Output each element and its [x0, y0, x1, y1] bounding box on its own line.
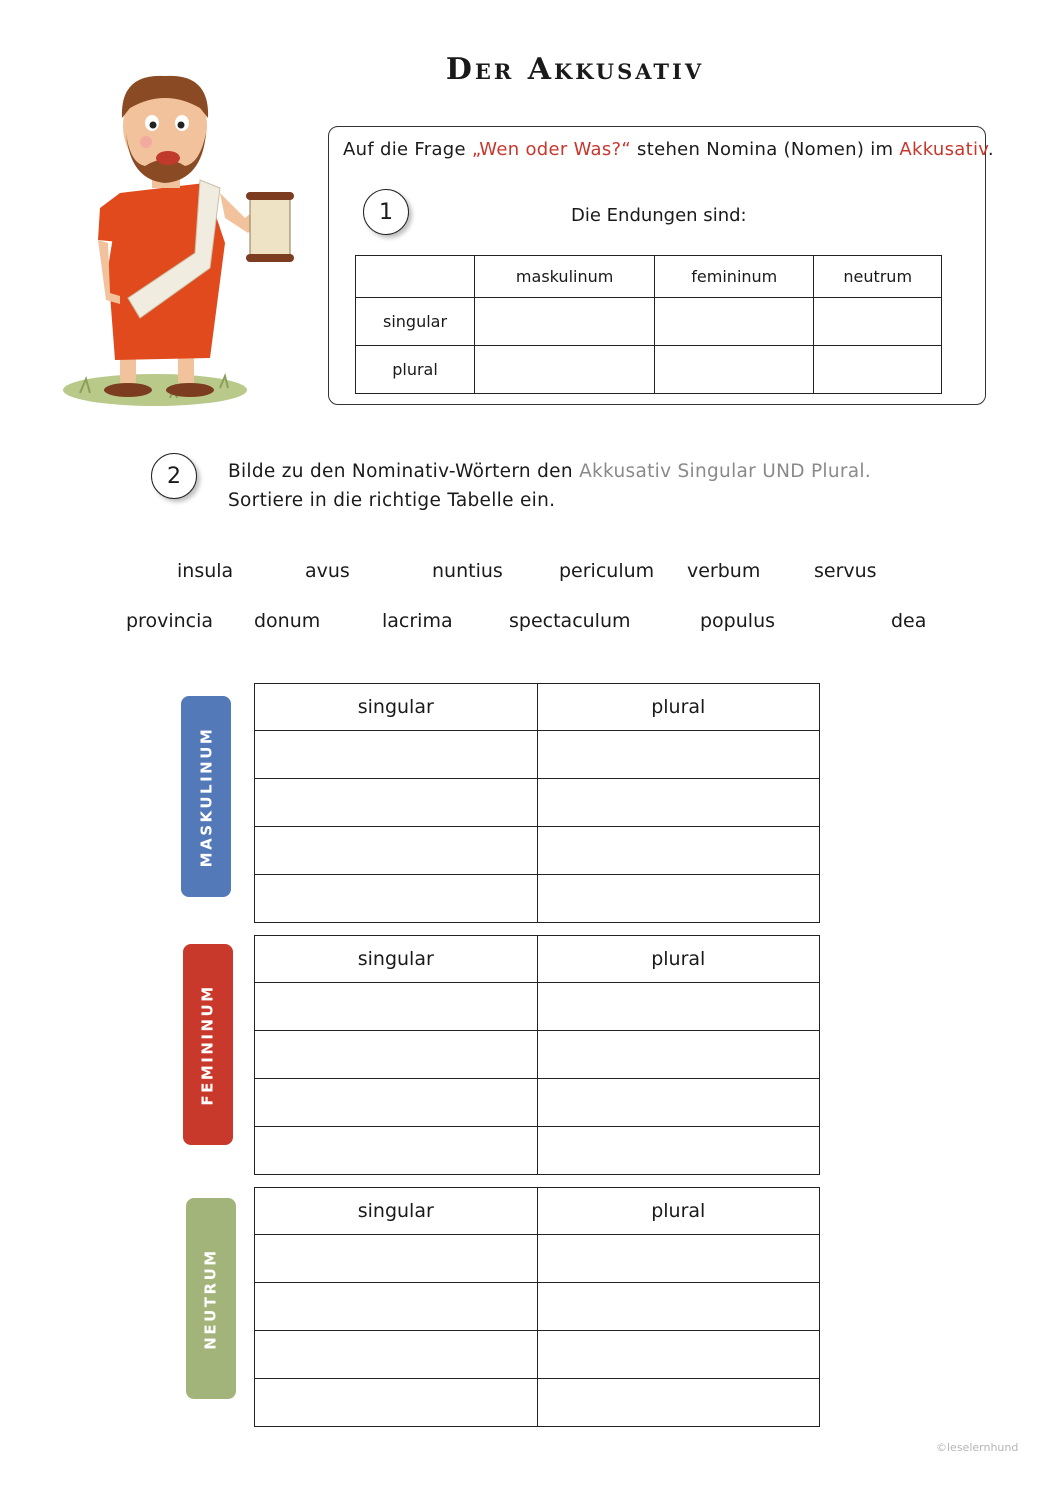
- maskulinum-table: [254, 683, 820, 923]
- info-box: [328, 126, 994, 405]
- header-neutrum: neutrum: [814, 256, 942, 298]
- answer-cell[interactable]: [537, 1031, 820, 1079]
- answer-cell[interactable]: [537, 875, 820, 923]
- word-item: spectaculum: [509, 610, 631, 632]
- page-title: Der Akkusativ: [445, 52, 705, 87]
- femininum-table: [254, 935, 820, 1175]
- answer-cell[interactable]: [537, 731, 820, 779]
- row-label-singular: singular: [356, 298, 475, 346]
- word-item: verbum: [687, 560, 761, 582]
- task-2-number: 2: [151, 453, 197, 499]
- word-item: provincia: [126, 610, 214, 632]
- credit-text: ©leselernhund: [936, 1441, 1019, 1454]
- intro-sentence: [343, 139, 994, 160]
- answer-cell[interactable]: [255, 1031, 538, 1079]
- answer-cell[interactable]: [537, 1283, 820, 1331]
- answer-cell[interactable]: [537, 779, 820, 827]
- word-item: dea: [891, 610, 927, 632]
- answer-cell[interactable]: [255, 779, 538, 827]
- answer-cell[interactable]: [255, 1379, 538, 1427]
- neutrum-tag: [186, 1198, 236, 1399]
- task-1-number: 1: [363, 189, 409, 235]
- maskulinum-tag-label: MASKULINUM: [197, 726, 215, 867]
- answer-cell[interactable]: [255, 827, 538, 875]
- answer-cell[interactable]: [255, 875, 538, 923]
- row-label-plural: plural: [356, 346, 475, 394]
- answer-cell[interactable]: [537, 983, 820, 1031]
- task-2-line-1: [228, 457, 871, 486]
- intro-text-end: .: [987, 139, 994, 160]
- answer-cell[interactable]: [537, 827, 820, 875]
- endungen-table: [355, 255, 942, 394]
- femininum-tag: [183, 944, 233, 1145]
- word-item: donum: [254, 610, 321, 632]
- task-2-instructions: [228, 457, 871, 515]
- word-item: nuntius: [432, 560, 503, 582]
- endungen-label: Die Endungen sind:: [571, 205, 747, 226]
- header-maskulinum: maskulinum: [475, 256, 655, 298]
- answer-cell[interactable]: [255, 1079, 538, 1127]
- neutrum-tag-label: NEUTRUM: [202, 1247, 220, 1350]
- answer-cell[interactable]: [537, 1379, 820, 1427]
- intro-case: Akkusativ: [899, 139, 988, 160]
- word-item: avus: [305, 560, 350, 582]
- answer-cell[interactable]: [814, 346, 942, 394]
- roman-figure-illustration: [60, 68, 320, 413]
- answer-cell[interactable]: [537, 1235, 820, 1283]
- neutrum-table: [254, 1187, 820, 1427]
- answer-cell[interactable]: [255, 1235, 538, 1283]
- answer-cell[interactable]: [255, 1283, 538, 1331]
- column-header-plural: plural: [537, 684, 820, 731]
- column-header-singular: singular: [255, 684, 538, 731]
- word-item: servus: [814, 560, 877, 582]
- word-item: lacrima: [382, 610, 453, 632]
- task-2-text: Bilde zu den Nominativ-Wörtern den: [228, 461, 580, 482]
- word-item: periculum: [559, 560, 655, 582]
- answer-cell[interactable]: [475, 346, 655, 394]
- task-2-highlight: Akkusativ Singular UND Plural.: [579, 461, 872, 482]
- answer-cell[interactable]: [655, 298, 814, 346]
- answer-cell[interactable]: [255, 983, 538, 1031]
- answer-cell[interactable]: [537, 1127, 820, 1175]
- answer-cell[interactable]: [255, 1127, 538, 1175]
- task-2-line-2: Sortiere in die richtige Tabelle ein.: [228, 490, 556, 511]
- answer-cell[interactable]: [475, 298, 655, 346]
- intro-question: „Wen oder Was?“: [471, 139, 632, 160]
- femininum-tag-label: FEMININUM: [199, 983, 218, 1106]
- answer-cell[interactable]: [655, 346, 814, 394]
- word-item: populus: [700, 610, 776, 632]
- answer-cell[interactable]: [814, 298, 942, 346]
- intro-text-start: Auf die Frage: [343, 139, 472, 160]
- answer-cell[interactable]: [537, 1331, 820, 1379]
- header-femininum: femininum: [655, 256, 814, 298]
- answer-cell[interactable]: [537, 1079, 820, 1127]
- answer-cell[interactable]: [255, 731, 538, 779]
- word-item: insula: [177, 560, 234, 582]
- empty-corner-cell: [356, 256, 475, 298]
- column-header-plural: plural: [537, 936, 820, 983]
- maskulinum-tag: [181, 696, 231, 897]
- column-header-singular: singular: [255, 936, 538, 983]
- intro-text-mid: stehen Nomina (Nomen) im: [631, 139, 900, 160]
- answer-cell[interactable]: [255, 1331, 538, 1379]
- column-header-plural: plural: [537, 1188, 820, 1235]
- column-header-singular: singular: [255, 1188, 538, 1235]
